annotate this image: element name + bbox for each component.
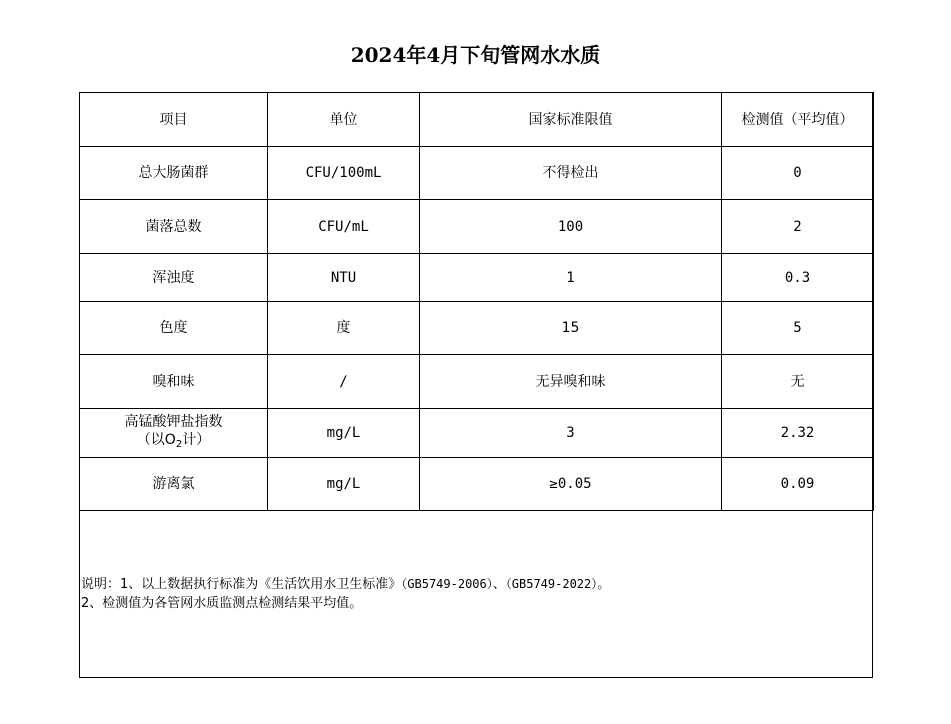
row-item: 浑浊度 <box>80 254 268 302</box>
row-item-line1: 高锰酸钾盐指数 <box>124 413 223 430</box>
row-result: 5 <box>722 302 874 355</box>
note-standard-2022: （GB5749-2022） <box>505 577 598 591</box>
row-item: 色度 <box>80 302 268 355</box>
header-standard: 国家标准限值 <box>420 93 722 147</box>
table-row <box>80 254 874 302</box>
table-header-row <box>80 93 874 147</box>
row-unit: mg/L <box>268 409 420 458</box>
row-standard: 无异嗅和味 <box>420 355 722 409</box>
row-standard: 1 <box>420 254 722 302</box>
row-standard: 15 <box>420 302 722 355</box>
row-unit: / <box>268 355 420 409</box>
row-result: 0.09 <box>722 458 874 511</box>
row-item: 嗅和味 <box>80 355 268 409</box>
note-separator: 、 <box>492 577 506 592</box>
row-item: 游离氯 <box>80 458 268 511</box>
table-row <box>80 409 874 458</box>
notes-block <box>81 575 871 613</box>
row-unit: 度 <box>268 302 420 355</box>
row-item-line2-sub: 2 <box>175 438 183 450</box>
header-item: 项目 <box>80 93 268 147</box>
row-item-line2-post: 计） <box>182 431 211 448</box>
row-item-line2-pre: （以O <box>136 431 176 448</box>
row-item <box>80 409 268 458</box>
row-standard: 3 <box>420 409 722 458</box>
note-prefix: 说明：1、以上数据执行标准为《生活饮用水卫生标准》 <box>81 577 402 592</box>
note-line-1 <box>81 575 871 594</box>
row-standard: 不得检出 <box>420 147 722 200</box>
table-row <box>80 200 874 254</box>
row-item: 总大肠菌群 <box>80 147 268 200</box>
water-quality-table <box>79 92 874 511</box>
row-unit: CFU/mL <box>268 200 420 254</box>
note-standard-2006: （GB5749-2006） <box>401 577 493 591</box>
row-standard: 100 <box>420 200 722 254</box>
header-unit: 单位 <box>268 93 420 147</box>
row-standard: ≥0.05 <box>420 458 722 511</box>
table-row <box>80 302 874 355</box>
page-title: 2024年4月下旬管网水水质 <box>350 43 601 67</box>
row-unit: CFU/100mL <box>268 147 420 200</box>
note-line-2: 2、检测值为各管网水质监测点检测结果平均值。 <box>81 596 363 611</box>
table-row <box>80 458 874 511</box>
row-result: 无 <box>722 355 874 409</box>
row-result: 0 <box>722 147 874 200</box>
table-row <box>80 147 874 200</box>
row-unit: mg/L <box>268 458 420 511</box>
row-result: 0.3 <box>722 254 874 302</box>
table-row <box>80 355 874 409</box>
header-result: 检测值（平均值） <box>722 93 874 147</box>
row-unit: NTU <box>268 254 420 302</box>
row-result: 2.32 <box>722 409 874 458</box>
note-end: 。 <box>597 577 611 592</box>
row-result: 2 <box>722 200 874 254</box>
row-item: 菌落总数 <box>80 200 268 254</box>
